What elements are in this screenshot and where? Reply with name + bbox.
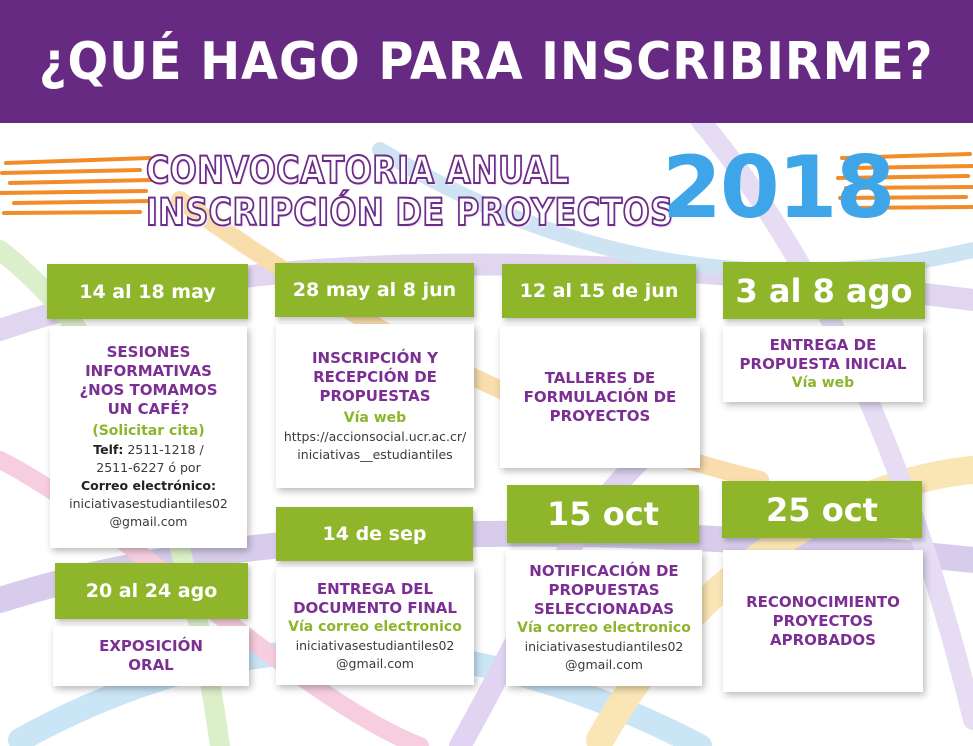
email-line-2: @gmail.com <box>109 514 188 529</box>
email-label <box>81 477 216 495</box>
card-documento-final <box>276 567 474 685</box>
page-title: ¿QUÉ HAGO PARA INSCRIBIRME? <box>39 31 934 92</box>
card-exposicion <box>53 626 249 686</box>
date-badge-inscripcion: 28 may al 8 jun <box>275 263 474 317</box>
card-phone <box>93 441 203 459</box>
subtitle-line-2: INSCRIPCIÓN DE PROYECTOS <box>146 191 674 234</box>
card-channel: Vía correo electronico <box>517 620 691 636</box>
card-title: INSCRIPCIÓN Y RECEPCIÓN DE PROPUESTAS <box>311 348 439 405</box>
card-channel: Vía correo electronico <box>288 618 462 635</box>
card-title: ENTREGA DE PROPUESTA INICIAL <box>739 335 907 373</box>
email-line-2: @gmail.com <box>336 655 414 671</box>
date-badge-documento-final: 14 de sep <box>276 507 473 561</box>
phone-label: Telf: <box>93 442 124 457</box>
email-label-text: Correo electrónico: <box>80 478 217 493</box>
card-channel: (Solicitar cita) <box>92 423 205 439</box>
email-line-1: iniciativasestudiantiles02 <box>295 637 455 653</box>
card-title: EXPOSICIÓN ORAL <box>99 637 203 674</box>
url-line-2: iniciativas__estudiantiles <box>297 446 453 462</box>
card-channel: Vía web <box>791 374 855 391</box>
date-badge-reconocimiento: 25 oct <box>722 481 922 538</box>
date-badge-talleres: 12 al 15 de jun <box>502 264 696 318</box>
card-notificacion <box>506 550 702 686</box>
header-banner <box>0 0 973 123</box>
card-entrega-propuesta <box>723 326 923 402</box>
card-title: SESIONES INFORMATIVAS ¿NOS TOMAMOS UN CAFÉ? <box>79 343 218 418</box>
date-badge-sesiones: 14 al 18 may <box>47 264 248 319</box>
email-line-1: iniciativasestudiantiles02 <box>69 496 228 511</box>
card-talleres <box>500 326 700 468</box>
card-title: NOTIFICACIÓN DE PROPUESTAS SELECCIONADAS <box>529 562 679 618</box>
date-badge-exposicion: 20 al 24 ago <box>55 563 248 619</box>
card-sesiones-informativas <box>50 326 247 548</box>
card-title: ENTREGA DEL DOCUMENTO FINAL <box>293 579 457 617</box>
email-line-2: @gmail.com <box>565 657 643 672</box>
phone-1: 2511-1218 / <box>127 442 204 457</box>
date-badge-notificacion: 15 oct <box>507 485 699 543</box>
card-inscripcion <box>276 324 474 488</box>
card-title: TALLERES DE FORMULACIÓN DE PROYECTOS <box>523 368 677 425</box>
card-channel: Vía web <box>343 409 407 426</box>
card-reconocimiento <box>723 550 923 692</box>
card-title: RECONOCIMIENTO PROYECTOS APROBADOS <box>746 592 900 649</box>
phone-2: 2511-6227 ó por <box>96 460 201 475</box>
email-line-1: iniciativasestudiantiles02 <box>524 639 684 654</box>
subtitle-line-1: CONVOCATORIA ANUAL <box>146 149 570 192</box>
year-label: 2018 <box>662 138 894 238</box>
url-line-1: https://accionsocial.ucr.ac.cr/ <box>283 428 467 444</box>
date-badge-entrega-propuesta: 3 al 8 ago <box>723 262 925 319</box>
